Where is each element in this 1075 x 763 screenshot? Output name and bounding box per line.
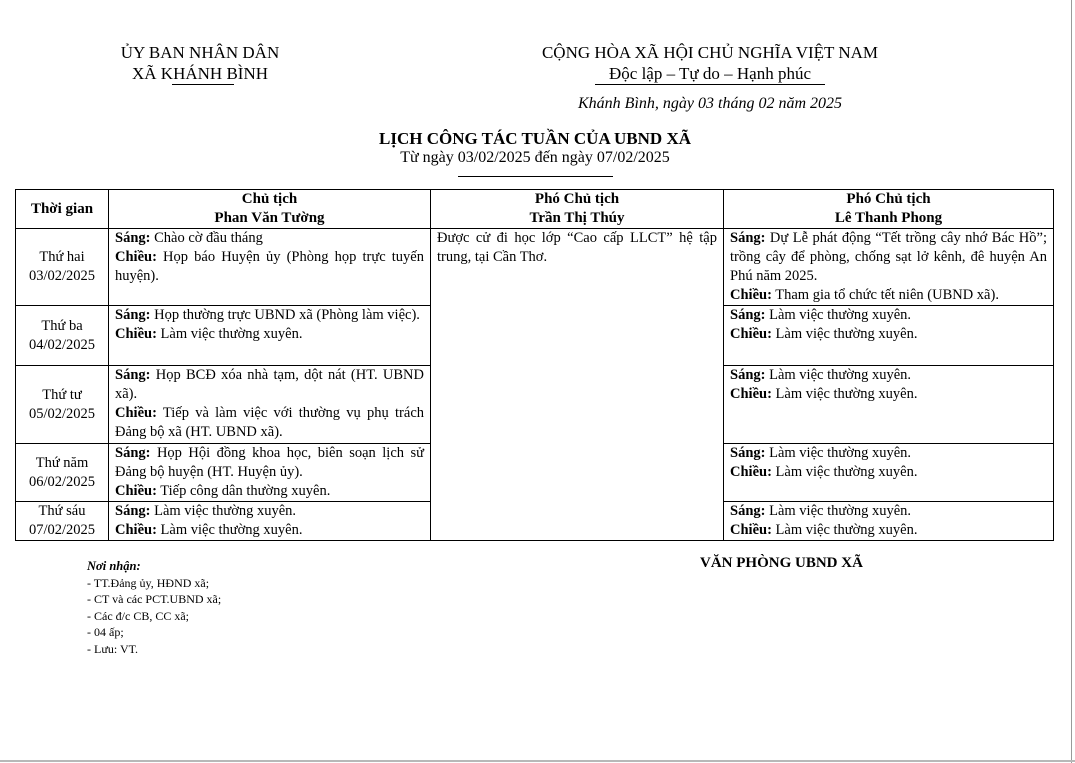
vice-chair-2-cell	[724, 502, 1054, 541]
weekday: Thứ hai	[39, 249, 85, 265]
morning-label: Sáng:	[115, 367, 151, 383]
morning-label: Sáng:	[730, 307, 766, 323]
header-role: Chủ tịch	[241, 191, 298, 207]
morning-text: Làm việc thường xuyên.	[765, 445, 912, 461]
morning-text: Làm việc thường xuyên.	[150, 503, 297, 519]
recipients-heading: Nơi nhận:	[87, 559, 141, 573]
afternoon-entry	[730, 325, 1047, 344]
afternoon-label: Chiều:	[115, 522, 157, 538]
weekday: Thứ năm	[35, 454, 89, 471]
recipient-item: - Lưu: VT.	[87, 641, 139, 656]
morning-label: Sáng:	[730, 445, 766, 461]
afternoon-entry	[730, 385, 1047, 404]
chairman-cell	[109, 229, 431, 306]
morning-text: Họp BCĐ xóa nhà tạm, dột nát (HT. UBND xã).	[115, 367, 424, 402]
recipients-block	[87, 558, 221, 657]
all-week-entry: Được cử đi học lớp “Cao cấp LLCT” hệ tập trung, tại Cần Thơ.	[437, 230, 717, 265]
afternoon-text: Làm việc thường xuyên.	[156, 522, 303, 538]
morning-label: Sáng:	[730, 230, 766, 246]
morning-label: Sáng:	[730, 503, 766, 519]
table-header-row	[16, 190, 1054, 229]
afternoon-text: Làm việc thường xuyên.	[771, 522, 918, 538]
morning-text: Làm việc thường xuyên.	[765, 503, 912, 519]
afternoon-text: Tham gia tổ chức tết niên (UBND xã).	[771, 287, 999, 303]
vice-chair-2-cell	[724, 444, 1054, 502]
morning-text: Dự Lễ phát động “Tết trồng cây nhớ Bác Hồ”; trồng cây để phòng, chống sạt lở kênh, đê huyện An Phú năm 2025.	[730, 230, 1047, 284]
authority-underline	[172, 84, 234, 85]
document-subtitle: Từ ngày 03/02/2025 đến ngày 07/02/2025	[400, 149, 670, 166]
morning-entry	[115, 366, 424, 404]
afternoon-label: Chiều:	[730, 386, 772, 402]
afternoon-label: Chiều:	[730, 326, 772, 342]
morning-entry	[730, 229, 1047, 286]
afternoon-label: Chiều:	[115, 405, 157, 421]
page-edge	[1071, 0, 1072, 763]
morning-text: Chào cờ đầu tháng	[150, 230, 263, 246]
day-cell	[16, 444, 109, 502]
afternoon-text: Làm việc thường xuyên.	[771, 326, 918, 342]
header-person: Phan Văn Tường	[214, 210, 325, 226]
morning-label: Sáng:	[115, 307, 151, 323]
chairman-cell	[109, 502, 431, 541]
afternoon-label: Chiều:	[730, 287, 772, 303]
afternoon-text: Làm việc thường xuyên.	[771, 464, 918, 480]
document-date: Khánh Bình, ngày 03 tháng 02 năm 2025	[578, 95, 842, 112]
afternoon-label: Chiều:	[115, 483, 157, 499]
morning-text: Làm việc thường xuyên.	[765, 367, 912, 383]
morning-entry	[730, 444, 1047, 463]
morning-entry	[115, 229, 424, 248]
vice-chair-1-cell	[431, 229, 724, 541]
header-role: Phó Chủ tịch	[534, 191, 620, 207]
morning-entry	[115, 306, 424, 325]
afternoon-entry	[115, 482, 424, 501]
morning-label: Sáng:	[115, 445, 151, 461]
day-date: 05/02/2025	[28, 405, 96, 422]
vice-chair-2-cell	[724, 306, 1054, 366]
day-cell	[16, 366, 109, 444]
afternoon-label: Chiều:	[115, 326, 157, 342]
recipient-item: - TT.Đảng ủy, HĐND xã;	[87, 575, 210, 590]
morning-text: Họp thường trực UBND xã (Phòng làm việc).	[150, 307, 420, 323]
national-motto: Độc lập – Tự do – Hạnh phúc	[609, 64, 811, 83]
day-date: 04/02/2025	[28, 336, 96, 353]
chairman-cell	[109, 444, 431, 502]
header-person: Lê Thanh Phong	[834, 210, 943, 226]
afternoon-text: Làm việc thường xuyên.	[156, 326, 303, 342]
header-person: Trần Thị Thúy	[529, 210, 625, 226]
afternoon-label: Chiều:	[730, 464, 772, 480]
document-title: LỊCH CÔNG TÁC TUẦN CỦA UBND XÃ	[378, 129, 692, 148]
afternoon-entry	[730, 286, 1047, 305]
vice-chair-2-cell	[724, 229, 1054, 306]
recipient-item: - CT và các PCT.UBND xã;	[87, 592, 222, 606]
weekly-schedule-table	[15, 189, 1054, 541]
chairman-cell	[109, 306, 431, 366]
weekday: Thứ tư	[42, 386, 82, 403]
national-header	[500, 42, 920, 84]
day-cell	[16, 306, 109, 366]
afternoon-text: Tiếp công dân thường xuyên.	[156, 483, 331, 499]
page-edge	[0, 760, 1075, 762]
recipient-item: - Các đ/c CB, CC xã;	[87, 608, 189, 623]
authority-name: ỦY BAN NHÂN DÂN	[120, 43, 280, 62]
afternoon-entry	[115, 325, 424, 344]
vice-chair-2-cell	[724, 366, 1054, 444]
commune-name: XÃ KHÁNH BÌNH	[132, 64, 268, 83]
afternoon-entry	[730, 463, 1047, 482]
morning-entry	[115, 502, 424, 521]
afternoon-entry	[115, 521, 424, 540]
morning-label: Sáng:	[115, 503, 151, 519]
day-date: 07/02/2025	[28, 522, 96, 538]
header-role: Phó Chủ tịch	[846, 191, 931, 207]
national-title: CỘNG HÒA XÃ HỘI CHỦ NGHĨA VIỆT NAM	[541, 43, 879, 62]
afternoon-label: Chiều:	[730, 522, 772, 538]
morning-label: Sáng:	[730, 367, 766, 383]
day-cell	[16, 229, 109, 306]
header-time: Thời gian	[16, 190, 109, 229]
morning-entry	[730, 502, 1047, 521]
header-chairman	[109, 190, 431, 229]
title-divider	[458, 176, 613, 177]
table-row	[16, 229, 1054, 306]
morning-entry	[730, 306, 1047, 325]
day-date: 03/02/2025	[28, 268, 96, 284]
afternoon-entry	[115, 248, 424, 286]
day-cell	[16, 502, 109, 541]
morning-entry	[730, 366, 1047, 385]
motto-underline	[595, 84, 825, 85]
afternoon-text: Tiếp và làm việc với thường vụ phụ trách Đảng bộ xã (HT. UBND xã).	[115, 405, 424, 440]
recipient-item: - 04 ấp;	[87, 625, 124, 639]
afternoon-entry	[730, 521, 1047, 540]
morning-entry	[115, 444, 424, 482]
chairman-cell	[109, 366, 431, 444]
signing-office: VĂN PHÒNG UBND XÃ	[700, 555, 863, 571]
header-vice-chair-2	[724, 190, 1054, 229]
weekday: Thứ ba	[41, 317, 83, 334]
weekday: Thứ sáu	[38, 503, 86, 519]
afternoon-label: Chiều:	[115, 249, 157, 265]
header-vice-chair-1	[431, 190, 724, 229]
morning-label: Sáng:	[115, 230, 151, 246]
afternoon-entry	[115, 404, 424, 442]
morning-text: Làm việc thường xuyên.	[765, 307, 912, 323]
day-date: 06/02/2025	[28, 473, 96, 490]
afternoon-text: Làm việc thường xuyên.	[771, 386, 918, 402]
afternoon-text: Họp báo Huyện ủy (Phòng họp trực tuyến huyện).	[115, 249, 424, 284]
morning-text: Họp Hội đồng khoa học, biên soạn lịch sử Đảng bộ huyện (HT. Huyện ủy).	[115, 445, 424, 480]
issuing-authority	[100, 42, 300, 84]
